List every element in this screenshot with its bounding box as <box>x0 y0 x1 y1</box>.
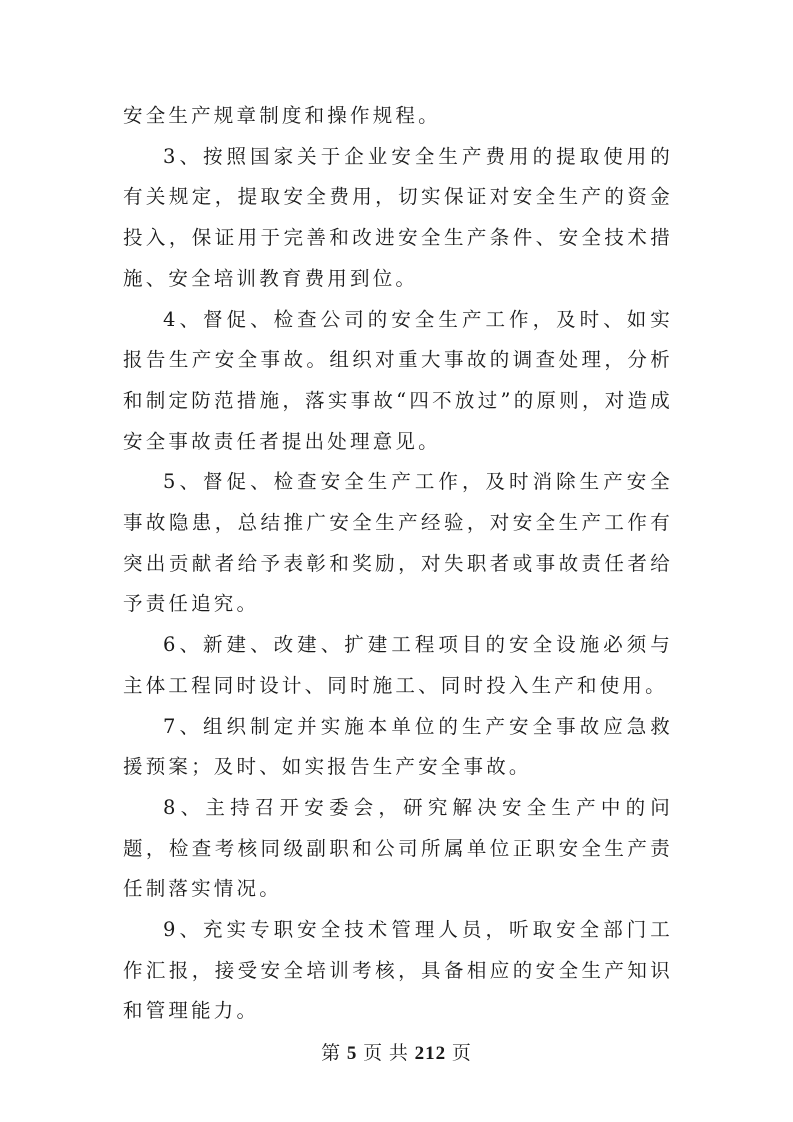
paragraph-item-4: 4、督促、检查公司的安全生产工作，及时、如实报告生产安全事故。组织对重大事故的调查处理，分析和制定防范措施，落实事故“四不放过”的原则，对造成安全事故责任者提出处理意见。 <box>123 307 673 453</box>
paragraph-item-7: 7、组织制定并实施本单位的生产安全事故应急救援预案；及时、如实报告生产安全事故。 <box>123 714 673 779</box>
paragraph-continuation: 安全生产规章制度和操作规程。 <box>123 104 441 127</box>
page-footer <box>0 1038 793 1065</box>
paragraph-item-9: 9、充实专职安全技术管理人员，听取安全部门工作汇报，接受安全培训考核，具备相应的安全生产知识和管理能力。 <box>123 918 673 1023</box>
footer-suffix: 页 <box>451 1043 472 1064</box>
total-page-count: 212 <box>414 1043 447 1064</box>
footer-middle: 页 共 <box>363 1043 409 1064</box>
paragraph-item-5: 5、督促、检查安全生产工作，及时消除生产安全事故隐患，总结推广安全生产经验，对安全生产工作有突出贡献者给予表彰和奖励，对失职者或事故责任者给予责任追究。 <box>123 470 673 616</box>
document-body <box>123 96 673 1032</box>
paragraph-item-8: 8、主持召开安委会，研究解决安全生产中的问题，检查考核同级副职和公司所属单位正职安全生产责任制落实情况。 <box>123 795 673 901</box>
paragraph-item-3: 3、按照国家关于企业安全生产费用的提取使用的有关规定，提取安全费用，切实保证对安全生产的资金投入，保证用于完善和改进安全生产条件、安全技术措施、安全培训教育费用到位。 <box>123 144 673 290</box>
footer-prefix: 第 <box>321 1043 342 1064</box>
paragraph-item-6: 6、新建、改建、扩建工程项目的安全设施必须与主体工程同时设计、同时施工、同时投入生产和使用。 <box>123 633 673 697</box>
current-page-number: 5 <box>346 1043 358 1064</box>
